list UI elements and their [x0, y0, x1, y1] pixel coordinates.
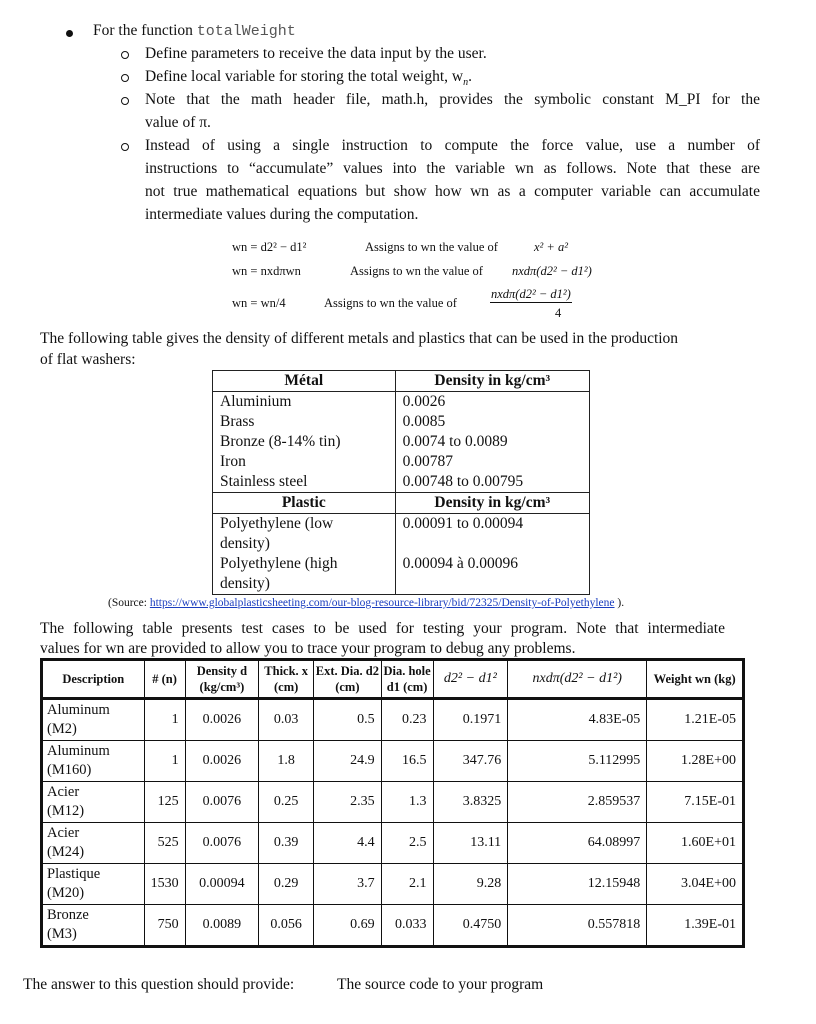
- cell-weight: 7.15E-01: [647, 782, 744, 823]
- cell-prod: 64.08997: [508, 823, 647, 864]
- metal-density: 0.0026: [395, 392, 589, 413]
- sub-item-3-line1: Note that the math header file, math.h, provides the symbolic constant M_PI for the: [145, 91, 760, 108]
- header-hole: Dia. hole d1 (cm): [381, 660, 433, 699]
- cell-density: 0.0026: [185, 699, 259, 741]
- sub-item-4-line3: not true mathematical equations but show how wn as a computer variable can accumulate: [145, 183, 760, 200]
- equation-1-lhs: wn = d2² − d1²: [232, 240, 307, 254]
- equation-3-lhs: wn = wn/4: [232, 296, 286, 310]
- header-diff: d2² − d1²: [433, 660, 508, 699]
- cell-diff: 13.11: [433, 823, 508, 864]
- circle-bullet-icon: [121, 51, 129, 59]
- sub-item-4-line4: intermediate values during the computation.: [145, 206, 419, 223]
- plastic-density: 0.00091 to 0.00094: [395, 514, 589, 555]
- cell-hole: 16.5: [381, 741, 433, 782]
- footer-value: The source code to your program: [337, 976, 544, 993]
- cell-density: 0.0089: [185, 905, 259, 947]
- cell-thick: 0.29: [259, 864, 314, 905]
- cell-density: 0.0076: [185, 823, 259, 864]
- cell-ext: 24.9: [314, 741, 382, 782]
- cell-hole: 2.5: [381, 823, 433, 864]
- table-row: [42, 905, 744, 947]
- density-table: [212, 370, 590, 595]
- source-link[interactable]: https://www.globalplasticsheeting.com/our-blog-resource-library/bid/72325/Density-of-Polyethylene: [149, 597, 615, 609]
- sub-item-2-text: Define local variable for storing the total weight, w: [145, 68, 464, 85]
- equation-3-desc: Assigns to wn the value of: [324, 296, 457, 310]
- cell-thick: 0.03: [259, 699, 314, 741]
- metal-density: 0.0074 to 0.0089: [395, 432, 589, 452]
- sub-item-2: Define local variable for storing the total weight, $w_n$.: [145, 68, 472, 89]
- header-product: nxdπ(d2² − d1²): [508, 660, 647, 699]
- equation-1-value: x² + a²: [534, 240, 568, 254]
- density-header: Density in kg/cm³: [395, 371, 589, 392]
- table-row: [42, 864, 744, 905]
- test-intro-line1: The following table presents test cases to be used for testing your program. Note that intermediate: [40, 620, 725, 637]
- cell-ext: 0.69: [314, 905, 382, 947]
- circle-bullet-icon: [121, 143, 129, 151]
- metal-density: 0.0085: [395, 412, 589, 432]
- row-description: Bronze (M3): [42, 905, 145, 947]
- metal-header: Métal: [213, 371, 396, 392]
- header-ext-dia: Ext. Dia. d2 (cm): [314, 660, 382, 699]
- table-row: [213, 452, 590, 472]
- table-row: [213, 472, 590, 493]
- table-row: [42, 741, 744, 782]
- plastic-density: 0.00094 à 0.00096: [395, 554, 589, 595]
- metal-name: Brass: [213, 412, 396, 432]
- cell-thick: 0.25: [259, 782, 314, 823]
- metal-name: Stainless steel: [213, 472, 396, 493]
- function-name: totalWeight: [196, 23, 296, 40]
- cell-hole: 0.23: [381, 699, 433, 741]
- cell-n: 1: [144, 699, 185, 741]
- table-row: [42, 782, 744, 823]
- cell-hole: 0.033: [381, 905, 433, 947]
- metal-name: Aluminium: [213, 392, 396, 413]
- plastic-name: Polyethylene (low density): [213, 514, 396, 555]
- sub-item-4-line2: instructions to “accumulate” values into the variable wn as follows. Note that these are: [145, 160, 760, 177]
- equation-2-lhs: wn = nxdπwn: [232, 264, 301, 278]
- intro-text: For the function: [93, 22, 197, 39]
- cell-n: 1530: [144, 864, 185, 905]
- row-description: Acier (M12): [42, 782, 145, 823]
- metal-name: Iron: [213, 452, 396, 472]
- plastic-name: Polyethylene (high density): [213, 554, 396, 595]
- cell-thick: 1.8: [259, 741, 314, 782]
- cell-density: 0.00094: [185, 864, 259, 905]
- cell-ext: 3.7: [314, 864, 382, 905]
- circle-bullet-icon: [121, 97, 129, 105]
- subscript-n: n: [463, 77, 469, 89]
- cell-n: 750: [144, 905, 185, 947]
- table-row: [213, 412, 590, 432]
- cell-thick: 0.39: [259, 823, 314, 864]
- circle-bullet-icon: [121, 74, 129, 82]
- plastic-density-header: Density in kg/cm³: [395, 493, 589, 514]
- cell-ext: 0.5: [314, 699, 382, 741]
- row-description: Aluminum (M2): [42, 699, 145, 741]
- cell-weight: 1.60E+01: [647, 823, 744, 864]
- cell-hole: 2.1: [381, 864, 433, 905]
- cell-prod: 4.83E-05: [508, 699, 647, 741]
- equation-2-desc: Assigns to wn the value of: [350, 264, 483, 278]
- header-thick: Thick. x (cm): [259, 660, 314, 699]
- equation-1-desc: Assigns to wn the value of: [365, 240, 498, 254]
- cell-diff: 0.4750: [433, 905, 508, 947]
- cell-hole: 1.3: [381, 782, 433, 823]
- header-density: Density d (kg/cm³): [185, 660, 259, 699]
- cell-n: 525: [144, 823, 185, 864]
- test-intro-line2: values for wn are provided to allow you to trace your program to debug any problems.: [40, 640, 576, 657]
- cell-prod: 12.15948: [508, 864, 647, 905]
- metal-density: 0.00748 to 0.00795: [395, 472, 589, 493]
- cell-prod: 0.557818: [508, 905, 647, 947]
- plastic-header: Plastic: [213, 493, 396, 514]
- row-description: Plastique (M20): [42, 864, 145, 905]
- equation-3-numerator: nxdπ(d2² − d1²): [491, 287, 571, 301]
- header-description: Description: [42, 660, 145, 699]
- cell-n: 125: [144, 782, 185, 823]
- cell-density: 0.0026: [185, 741, 259, 782]
- table-row: [213, 392, 590, 413]
- cell-diff: 347.76: [433, 741, 508, 782]
- table-row: [42, 823, 744, 864]
- header-weight: Weight wn (kg): [647, 660, 744, 699]
- table-row: [213, 554, 590, 595]
- header-n: # (n): [144, 660, 185, 699]
- function-intro: [93, 22, 296, 40]
- sub-item-4-line1: Instead of using a single instruction to compute the force value, use a number of: [145, 137, 760, 154]
- table-row: [42, 699, 744, 741]
- bullet-icon: [66, 30, 73, 37]
- sub-item-1: Define parameters to receive the data input by the user.: [145, 45, 487, 62]
- cell-ext: 2.35: [314, 782, 382, 823]
- source-note: (Source: https://www.globalplasticsheeting.com/our-blog-resource-library/bid/72325/Density-of-Polyethylene ).: [108, 597, 625, 609]
- cell-prod: 2.859537: [508, 782, 647, 823]
- equation-3-denominator: 4: [555, 306, 562, 320]
- cell-weight: 1.39E-01: [647, 905, 744, 947]
- table-row: [213, 432, 590, 452]
- row-description: Acier (M24): [42, 823, 145, 864]
- cell-density: 0.0076: [185, 782, 259, 823]
- cell-diff: 9.28: [433, 864, 508, 905]
- cell-diff: 3.8325: [433, 782, 508, 823]
- cell-thick: 0.056: [259, 905, 314, 947]
- sub-item-3-line2: value of π.: [145, 114, 211, 131]
- cell-weight: 1.28E+00: [647, 741, 744, 782]
- cell-weight: 1.21E-05: [647, 699, 744, 741]
- cell-prod: 5.112995: [508, 741, 647, 782]
- cell-weight: 3.04E+00: [647, 864, 744, 905]
- cell-n: 1: [144, 741, 185, 782]
- density-intro-line2: of flat washers:: [40, 351, 136, 368]
- metal-density: 0.00787: [395, 452, 589, 472]
- metal-name: Bronze (8-14% tin): [213, 432, 396, 452]
- row-description: Aluminum (M160): [42, 741, 145, 782]
- density-intro-line1: The following table gives the density of different metals and plastics that can be used in the production: [40, 330, 679, 347]
- equation-2-value: nxdπ(d2² − d1²): [512, 264, 592, 278]
- cell-ext: 4.4: [314, 823, 382, 864]
- cell-diff: 0.1971: [433, 699, 508, 741]
- test-cases-table: [40, 658, 745, 948]
- footer-label: The answer to this question should provide:: [23, 976, 295, 993]
- table-row: [213, 514, 590, 555]
